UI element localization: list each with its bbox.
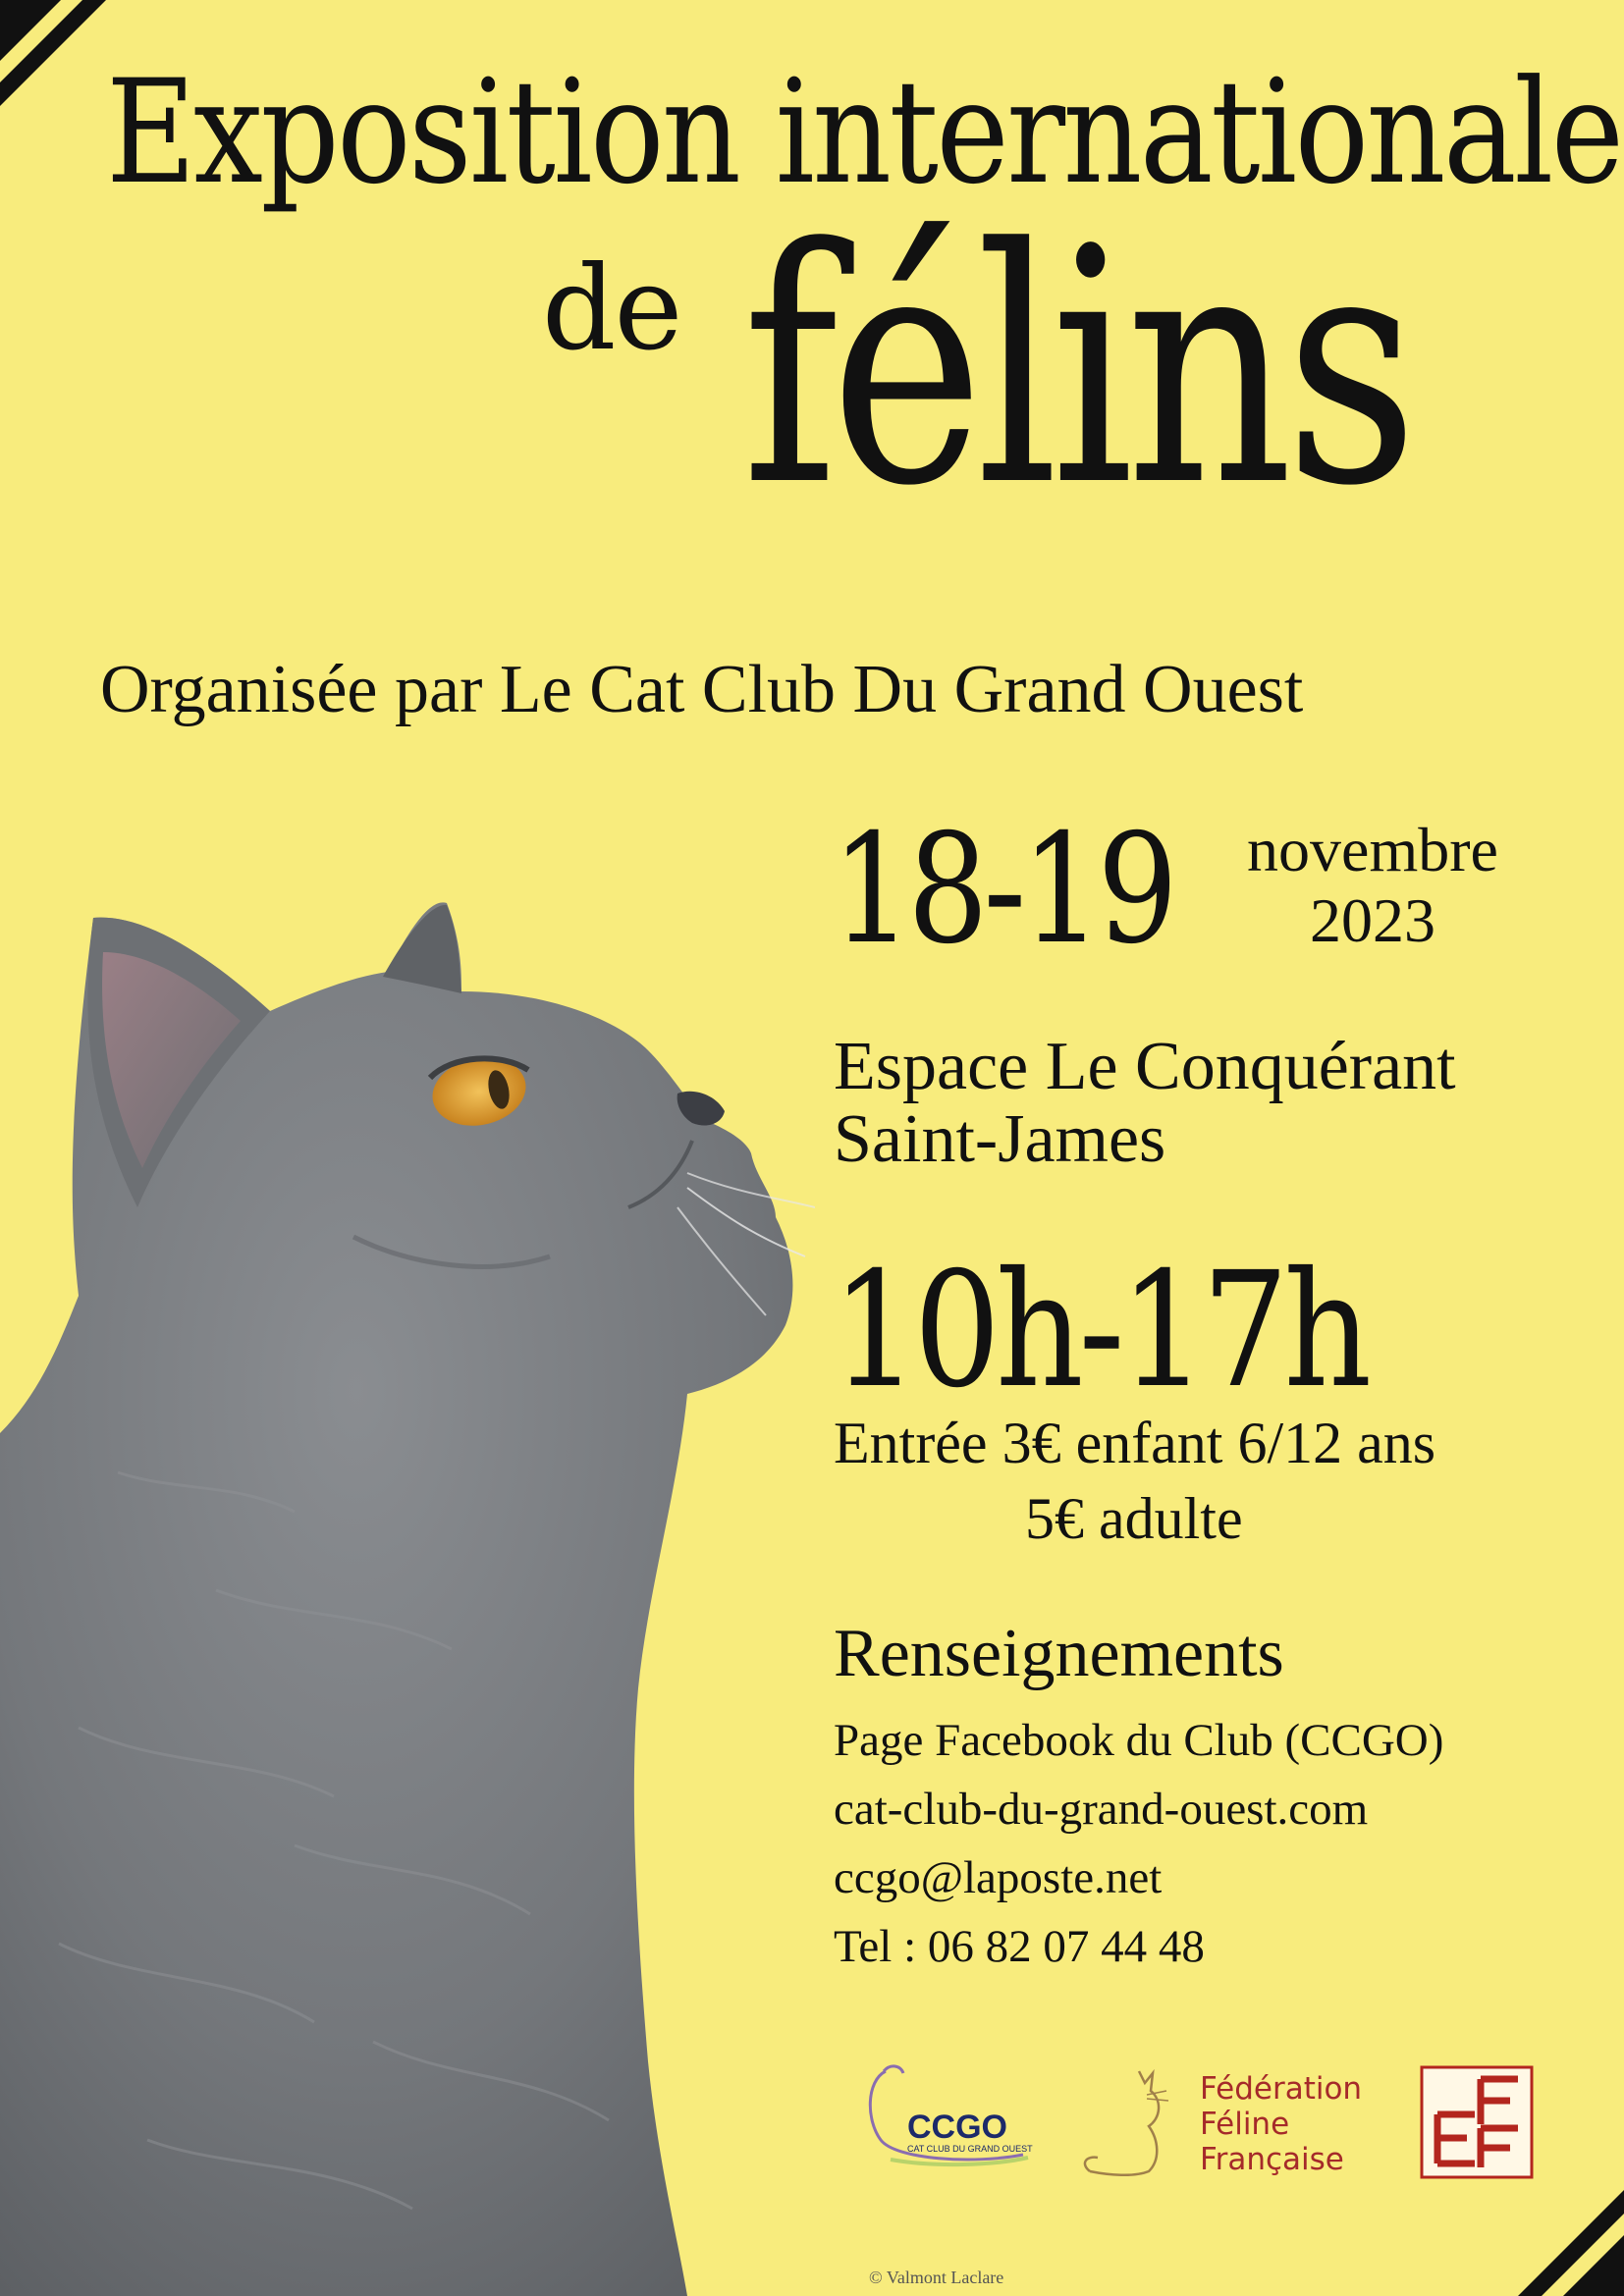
event-month-year — [1206, 815, 1540, 955]
gray-cat-photo — [0, 883, 815, 2296]
photo-credit: © Valmont Laclare — [869, 2268, 1004, 2287]
price-child: Entrée 3€ enfant 6/12 ans — [834, 1411, 1436, 1475]
fff-cat-outline-icon — [1080, 2061, 1198, 2179]
info-heading: Renseignements — [834, 1616, 1284, 1691]
event-hours: 10h-17h — [832, 1239, 1367, 1423]
venue-name: Espace Le Conquérant — [834, 1029, 1456, 1104]
event-year: 2023 — [1310, 884, 1435, 955]
fife-red-logo — [1420, 2065, 1534, 2179]
title-felins: félins — [742, 180, 1411, 557]
title-line1: Exposition internationale — [106, 49, 1622, 216]
info-email[interactable]: ccgo@laposte.net — [834, 1852, 1163, 1903]
price-adult: 5€ adulte — [1025, 1485, 1243, 1551]
info-website[interactable]: cat-club-du-grand-ouest.com — [834, 1784, 1369, 1835]
event-dates: 18-19 — [832, 802, 1173, 978]
fff-line1: Fédération — [1200, 2071, 1363, 2107]
venue-city: Saint-James — [834, 1101, 1166, 1178]
ccgo-abbr: CCGO — [907, 2109, 1007, 2146]
fff-line3: Française — [1200, 2142, 1344, 2177]
event-month: novembre — [1247, 815, 1498, 884]
info-list — [834, 1706, 1443, 1981]
info-facebook: Page Facebook du Club (CCGO) — [834, 1715, 1444, 1766]
fff-logo-text — [1200, 2071, 1362, 2177]
ccgo-logo — [856, 2061, 1043, 2169]
title-de: de — [542, 240, 681, 376]
info-phone: Tel : 06 82 07 44 48 — [834, 1921, 1205, 1972]
event-prices — [834, 1406, 1521, 1557]
ccgo-full: CAT CLUB DU GRAND OUEST — [907, 2144, 1033, 2154]
fff-line2: Féline — [1200, 2107, 1290, 2142]
event-venue — [834, 1031, 1456, 1176]
organizer-line: Organisée par Le Cat Club Du Grand Ouest — [100, 652, 1304, 727]
